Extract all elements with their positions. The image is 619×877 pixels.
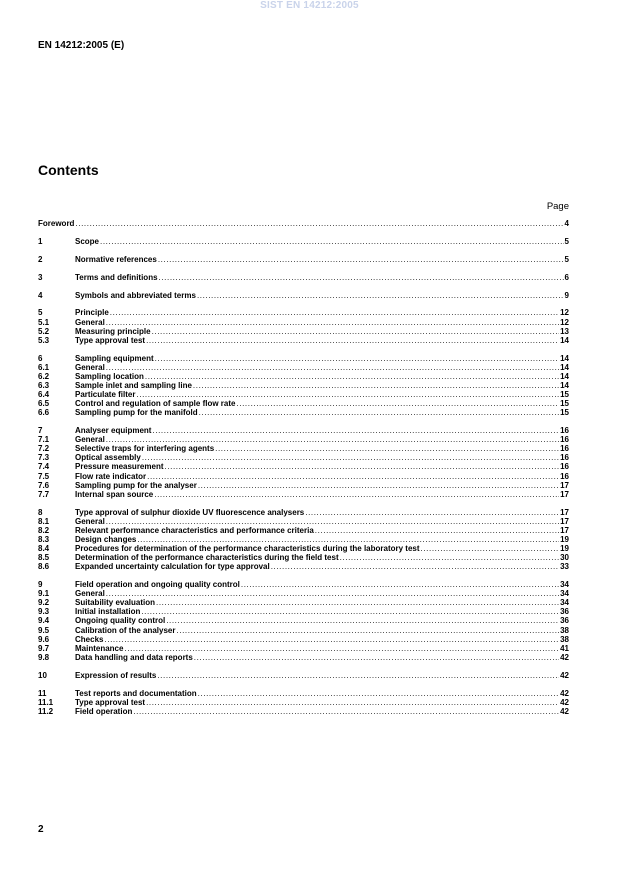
dot-leader (198, 689, 559, 698)
dot-leader (75, 219, 563, 228)
toc-entry-number: 7.6 (38, 480, 50, 490)
dot-leader (106, 517, 559, 526)
toc-entry-title: Procedures for determination of the performance characteristics during the laboratory test (75, 544, 420, 553)
toc-entry-number: 7.2 (38, 444, 50, 454)
toc-entry-page: 19 (560, 544, 569, 553)
toc-entry[interactable] (38, 553, 569, 562)
toc-entry-title: Expanded uncertainty calculation for type approval (75, 562, 270, 572)
dot-leader (141, 607, 559, 616)
toc-entry[interactable] (38, 336, 569, 345)
toc-entry-page: 42 (560, 697, 569, 707)
toc-entry-page: 34 (560, 598, 569, 608)
dot-leader (133, 707, 559, 716)
toc-entry-number: 6.5 (38, 399, 50, 409)
dot-leader (137, 535, 559, 544)
dot-leader (100, 237, 564, 246)
toc-entry-title: Sampling location (75, 371, 144, 381)
toc-entry[interactable] (38, 481, 569, 490)
toc-entry-number: 8.6 (38, 562, 50, 572)
toc-entry-title: Sampling pump for the manifold (75, 408, 198, 418)
toc-entry-title: Measuring principle (75, 326, 151, 336)
toc-entry-page: 17 (560, 480, 569, 490)
toc-entry-page: 16 (560, 435, 569, 445)
toc-entry-number: 1 (38, 236, 43, 246)
toc-entry-page: 36 (560, 607, 569, 617)
toc-entry-title: Control and regulation of sample flow rate (75, 399, 236, 409)
toc-entry-page: 17 (560, 507, 569, 517)
toc-entry-title: Selective traps for interfering agents (75, 444, 215, 454)
toc-entry-number: 11 (38, 688, 47, 698)
toc-entry[interactable] (38, 390, 569, 399)
toc-entry-page: 42 (560, 670, 569, 680)
dot-leader (158, 255, 564, 264)
toc-entry[interactable] (38, 689, 569, 698)
dot-leader (271, 562, 559, 571)
toc-entry-number: 7 (38, 426, 43, 436)
dot-leader (146, 698, 559, 707)
toc-entry[interactable] (38, 255, 569, 264)
dot-leader (146, 336, 559, 345)
toc-entry-number: 10 (38, 670, 47, 680)
toc-entry-number: 5 (38, 308, 43, 318)
toc-entry-title: Sampling equipment (75, 353, 154, 363)
toc-entry-page: 17 (560, 516, 569, 526)
toc-entry-number: 9.1 (38, 589, 50, 599)
toc-entry[interactable] (38, 381, 569, 390)
toc-entry-number: 2 (38, 254, 43, 264)
toc-entry[interactable] (38, 472, 569, 481)
toc-entry[interactable] (38, 698, 569, 707)
toc-entry-number: 8.5 (38, 553, 50, 563)
toc-entry-title: General (75, 435, 105, 445)
document-id: EN 14212:2005 (E) (38, 40, 125, 51)
toc-entry-number: 6.4 (38, 390, 50, 399)
toc-entry-number: 9.6 (38, 634, 50, 644)
toc-entry-page: 6 (564, 272, 569, 282)
toc-entry-number: 7.3 (38, 453, 50, 463)
toc-entry-number: 6.2 (38, 371, 50, 381)
toc-entry-title: Symbols and abbreviated terms (75, 290, 196, 300)
toc-entry-number: 5.3 (38, 335, 50, 345)
toc-entry-page: 5 (564, 236, 569, 246)
toc-entry-number: 8.2 (38, 525, 50, 535)
dot-leader (198, 481, 559, 490)
toc-entry-page: 34 (560, 580, 569, 590)
toc-entry[interactable] (38, 426, 569, 435)
toc-entry-number: 8.3 (38, 534, 50, 544)
dot-leader (197, 291, 564, 300)
dot-leader (152, 327, 560, 336)
watermark: SIST EN 14212:2005 (260, 0, 359, 11)
dot-leader (155, 354, 559, 363)
toc-entry[interactable] (38, 490, 569, 499)
toc-entry[interactable] (38, 462, 569, 471)
toc-entry-title: Data handling and data reports (75, 652, 193, 662)
toc-entry-number: 9 (38, 580, 43, 590)
toc-entry[interactable] (38, 399, 569, 408)
toc-entry-page: 30 (560, 553, 569, 563)
toc-entry[interactable] (38, 408, 569, 417)
toc-entry-page: 17 (560, 525, 569, 535)
dot-leader (241, 580, 559, 589)
toc-entry-number: 9.2 (38, 598, 50, 608)
toc-entry-title: Field operation (75, 706, 133, 716)
toc-entry-page: 14 (560, 371, 569, 381)
page-title: Contents (38, 162, 99, 178)
toc-entry[interactable] (38, 626, 569, 635)
toc-entry-title: Sample inlet and sampling line (75, 380, 192, 390)
toc-entry-page: 16 (560, 444, 569, 454)
toc-entry[interactable] (38, 562, 569, 571)
toc-entry-page: 16 (560, 471, 569, 481)
toc-entry[interactable] (38, 508, 569, 517)
toc-entry-page: 14 (560, 353, 569, 363)
toc-entry-title: Internal span source (75, 489, 154, 499)
toc-entry-title: Suitability evaluation (75, 598, 156, 608)
dot-leader (106, 589, 559, 598)
page-number: 2 (38, 824, 44, 835)
toc-entry-title: Particulate filter (75, 390, 136, 399)
toc-entry[interactable] (38, 535, 569, 544)
toc-entry-title: General (75, 516, 105, 526)
toc-entry-title: Expression of results (75, 670, 157, 680)
dot-leader (154, 490, 559, 499)
toc-entry[interactable] (38, 237, 569, 246)
toc-entry[interactable] (38, 318, 569, 327)
dot-leader (136, 390, 559, 399)
toc-entry[interactable] (38, 544, 569, 553)
toc-entry-page: 14 (560, 380, 569, 390)
toc-entry-number: 11.1 (38, 697, 54, 707)
dot-leader (199, 408, 559, 417)
toc-entry-number: 7.1 (38, 435, 50, 445)
dot-leader (305, 508, 559, 517)
toc-entry-number: 9.4 (38, 616, 50, 626)
toc-entry-title: Relevant performance characteristics and performance criteria (75, 525, 314, 535)
toc-entry-title: Ongoing quality control (75, 616, 166, 626)
toc-entry[interactable] (38, 607, 569, 616)
toc-entry-title: Normative references (75, 254, 157, 264)
toc-entry[interactable] (38, 453, 569, 462)
dot-leader (142, 453, 559, 462)
toc-entry-number: 9.7 (38, 643, 50, 653)
dot-leader (110, 308, 559, 317)
dot-leader (106, 435, 559, 444)
toc-entry-page: 4 (564, 219, 569, 228)
dot-leader (124, 644, 559, 653)
toc-entry-number: 6.6 (38, 408, 50, 418)
toc-entry-page: 17 (560, 489, 569, 499)
dot-leader (147, 472, 559, 481)
dot-leader (159, 273, 564, 282)
dot-leader (152, 426, 559, 435)
toc-entry[interactable] (38, 707, 569, 716)
toc-entry-title: Initial installation (75, 607, 141, 617)
toc-entry-number: 5.1 (38, 317, 50, 327)
toc-entry-page: 19 (560, 534, 569, 544)
toc-entry-number: 9.8 (38, 652, 50, 662)
toc-entry[interactable] (38, 435, 569, 444)
toc-entry-title: Foreword (38, 219, 75, 228)
toc-entry-page: 14 (560, 335, 569, 345)
toc-entry-number: 7.5 (38, 471, 50, 481)
dot-leader (165, 462, 560, 471)
toc-entry[interactable] (38, 526, 569, 535)
toc-entry-title: Test reports and documentation (75, 688, 197, 698)
dot-leader (315, 526, 559, 535)
toc-entry-title: Pressure measurement (75, 462, 164, 472)
toc-entry[interactable] (38, 354, 569, 363)
dot-leader (106, 363, 559, 372)
toc-entry-title: Field operation and ongoing quality control (75, 580, 240, 590)
toc-entry-title: General (75, 362, 105, 372)
toc-entry-page: 9 (564, 290, 569, 300)
toc-entry-page: 38 (560, 625, 569, 635)
toc-entry-number: 9.3 (38, 607, 50, 617)
toc-entry[interactable] (38, 589, 569, 598)
toc-entry[interactable] (38, 444, 569, 453)
toc-entry-page: 13 (560, 326, 569, 336)
toc-entry-title: Type approval of sulphur dioxide UV fluorescence analysers (75, 507, 305, 517)
toc-entry[interactable] (38, 291, 569, 300)
dot-leader (104, 635, 559, 644)
toc-entry-page: 14 (560, 362, 569, 372)
toc-entry[interactable] (38, 219, 569, 228)
toc-entry[interactable] (38, 644, 569, 653)
toc-entry-title: Type approval test (75, 335, 146, 345)
toc-entry-number: 11.2 (38, 706, 54, 716)
toc-entry-page: 15 (560, 390, 569, 399)
toc-entry-page: 12 (560, 317, 569, 327)
toc-entry[interactable] (38, 517, 569, 526)
dot-leader (193, 381, 559, 390)
toc-entry-title: General (75, 589, 105, 599)
toc-entry[interactable] (38, 273, 569, 282)
toc-entry-title: Determination of the performance characteristics during the field test (75, 553, 339, 563)
toc-entry-number: 7.7 (38, 489, 50, 499)
toc-entry-page: 16 (560, 426, 569, 436)
toc-entry-title: Design changes (75, 534, 137, 544)
toc-entry-title: Maintenance (75, 643, 124, 653)
toc-entry-page: 42 (560, 652, 569, 662)
toc-entry-page: 33 (560, 562, 569, 572)
toc-entry[interactable] (38, 372, 569, 381)
toc-entry-page: 16 (560, 462, 569, 472)
toc-entry-title: Sampling pump for the analyser (75, 480, 197, 490)
table-of-contents (38, 219, 569, 716)
toc-entry-page: 16 (560, 453, 569, 463)
toc-entry-number: 3 (38, 272, 43, 282)
toc-entry-title: Calibration of the analyser (75, 625, 176, 635)
toc-entry-number: 9.5 (38, 625, 50, 635)
toc-entry-page: 15 (560, 399, 569, 409)
toc-entry-title: Analyser equipment (75, 426, 152, 436)
toc-entry-page: 12 (560, 308, 569, 318)
dot-leader (215, 444, 559, 453)
toc-entry-page: 42 (560, 706, 569, 716)
dot-leader (421, 544, 560, 553)
toc-entry[interactable] (38, 363, 569, 372)
toc-entry[interactable] (38, 327, 569, 336)
dot-leader (145, 372, 559, 381)
toc-entry-number: 8.1 (38, 516, 50, 526)
toc-entry-number: 8 (38, 507, 43, 517)
dot-leader (340, 553, 559, 562)
toc-entry-number: 7.4 (38, 462, 50, 472)
toc-entry[interactable] (38, 671, 569, 680)
toc-entry-title: General (75, 317, 105, 327)
toc-entry-title: Type approval test (75, 697, 146, 707)
toc-entry-title: Terms and definitions (75, 272, 158, 282)
toc-entry-page: 15 (560, 408, 569, 418)
toc-entry-page: 38 (560, 634, 569, 644)
toc-entry[interactable] (38, 616, 569, 625)
toc-entry[interactable] (38, 635, 569, 644)
dot-leader (166, 616, 559, 625)
dot-leader (156, 598, 559, 607)
toc-entry-page: 36 (560, 616, 569, 626)
dot-leader (157, 671, 559, 680)
toc-entry-page: 41 (560, 643, 569, 653)
toc-entry-title: Principle (75, 308, 109, 318)
dot-leader (194, 653, 559, 662)
toc-entry-title: Checks (75, 634, 104, 644)
dot-leader (176, 626, 559, 635)
dot-leader (236, 399, 559, 408)
toc-entry-title: Scope (75, 236, 100, 246)
toc-entry[interactable] (38, 653, 569, 662)
toc-entry-number: 8.4 (38, 544, 50, 553)
toc-entry-number: 4 (38, 290, 43, 300)
toc-entry-page: 42 (560, 688, 569, 698)
toc-entry-page: 5 (564, 254, 569, 264)
toc-entry[interactable] (38, 580, 569, 589)
page-column-label: Page (546, 201, 569, 212)
toc-entry-number: 6 (38, 353, 43, 363)
toc-entry-title: Flow rate indicator (75, 471, 147, 481)
toc-entry-title: Optical assembly (75, 453, 141, 463)
dot-leader (106, 318, 559, 327)
toc-entry-number: 5.2 (38, 326, 50, 336)
toc-entry-number: 6.1 (38, 362, 50, 372)
toc-entry-page: 34 (560, 589, 569, 599)
toc-entry-number: 6.3 (38, 380, 50, 390)
toc-entry[interactable] (38, 308, 569, 317)
toc-entry[interactable] (38, 598, 569, 607)
